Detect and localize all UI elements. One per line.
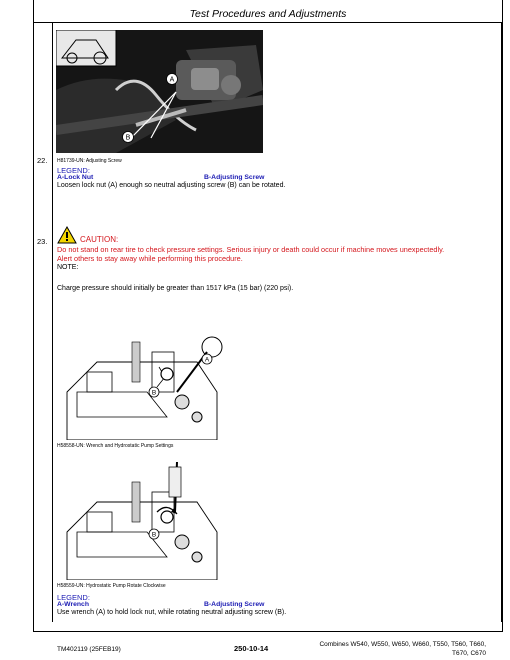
adjusting-screw-photo bbox=[56, 30, 263, 153]
callout-b-label: B bbox=[151, 531, 157, 539]
page-border-right bbox=[502, 0, 503, 632]
model-list-line-1: Combines W540, W550, W650, W660, T550, T560, T660, bbox=[319, 641, 486, 648]
callout-b-label: B bbox=[151, 389, 157, 397]
legend-adjusting-screw: B-Adjusting Screw bbox=[204, 174, 265, 181]
step-23-number: 23. bbox=[37, 237, 48, 246]
callout-a-label: A bbox=[169, 76, 175, 84]
caution-label: CAUTION: bbox=[80, 235, 119, 244]
model-list bbox=[300, 640, 486, 658]
note-text: Charge pressure should initially be greater than 1517 kPa (15 bar) (220 psi). bbox=[57, 285, 294, 292]
wrench-pump-drawing bbox=[57, 322, 242, 440]
note-label: NOTE: bbox=[57, 264, 79, 271]
pump-rotate-drawing bbox=[57, 462, 242, 580]
step-23-legend-title: LEGEND: bbox=[57, 593, 90, 602]
legend-lock-nut: A-Lock Nut bbox=[57, 174, 94, 181]
callout-a-label: A bbox=[204, 356, 210, 364]
step-22-number: 22. bbox=[37, 156, 48, 165]
step-23-instruction: Use wrench (A) to hold lock nut, while rotating neutral adjusting screw (B). bbox=[57, 609, 287, 616]
page-number: 250-10-14 bbox=[234, 644, 269, 653]
caution-text-line-1: Do not stand on rear tire to check pressure settings. Serious injury or death could occur if machine moves unexpectedly. bbox=[57, 245, 445, 254]
page-border-bottom bbox=[33, 631, 503, 632]
adjusting-screw-illustration bbox=[56, 30, 263, 153]
document-id: TM402119 (25FEB19) bbox=[57, 646, 121, 653]
step-22-instruction: Loosen lock nut (A) enough so neutral adjusting screw (B) can be rotated. bbox=[57, 182, 286, 189]
image-2-caption: H58559-UN: Hydrostatic Pump Rotate Clockwise bbox=[57, 583, 166, 589]
legend-adjusting-screw-2: B-Adjusting Screw bbox=[204, 601, 265, 608]
step-22-legend-title: LEGEND: bbox=[57, 166, 90, 175]
caution-text-line-2: Alert others to stay away while performing this procedure. bbox=[57, 254, 243, 263]
warning-icon bbox=[57, 226, 77, 244]
page-title: Test Procedures and Adjustments bbox=[189, 8, 347, 20]
step-22-image-caption: H81739-UN: Adjusting Screw bbox=[57, 158, 122, 164]
callout-b-label: B bbox=[125, 134, 131, 142]
model-list-line-2: T670, C670 bbox=[452, 650, 486, 657]
page-border-left bbox=[33, 0, 34, 632]
image-1-caption: H58558-UN: Wrench and Hydrostatic Pump Settings bbox=[57, 443, 174, 449]
legend-wrench: A-Wrench bbox=[57, 601, 89, 608]
